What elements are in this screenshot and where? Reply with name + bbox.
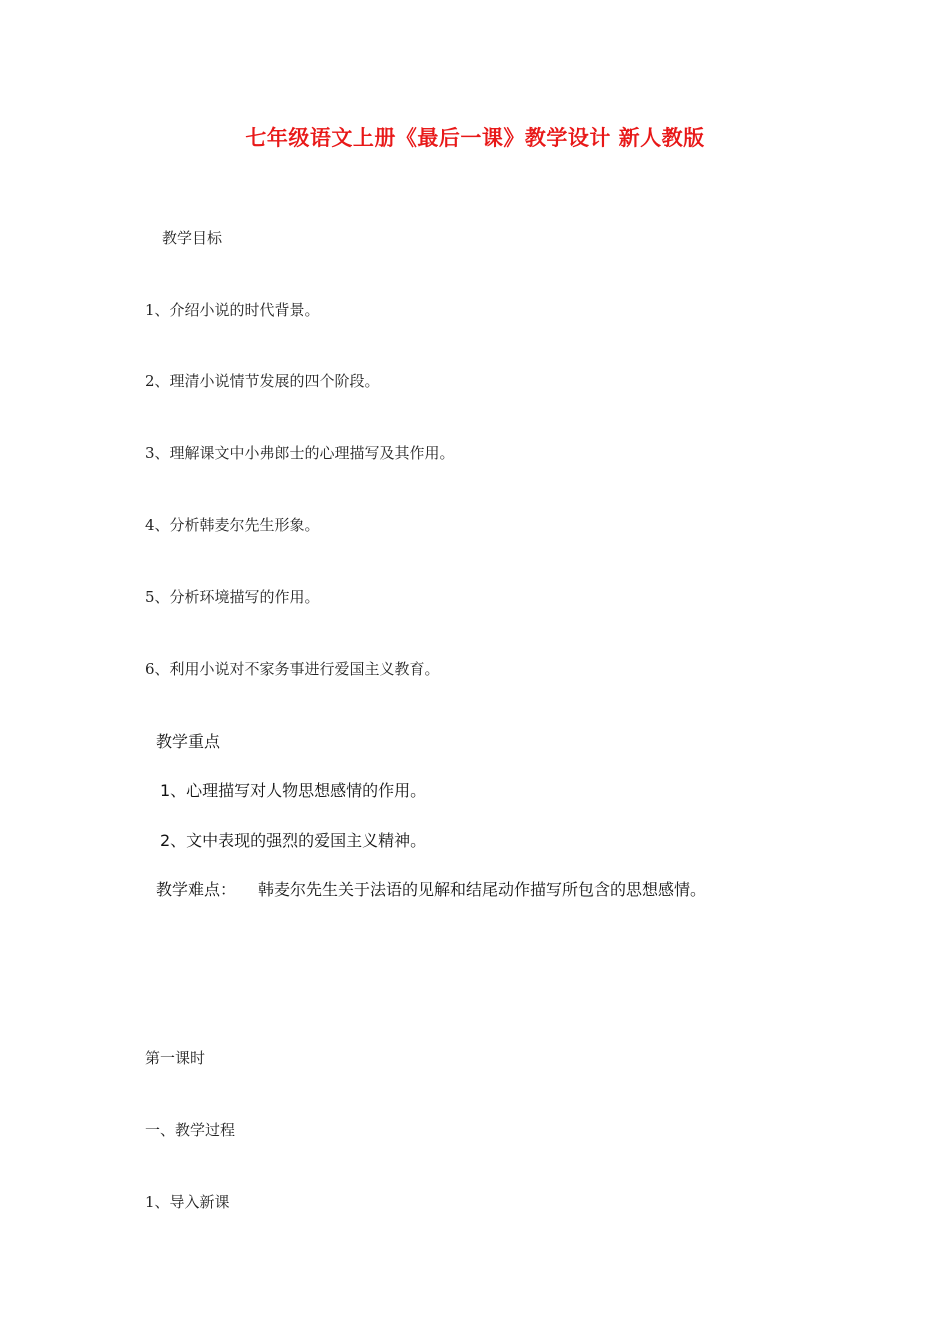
objective-item: 4、分析韩麦尔先生形象。 (145, 516, 320, 534)
objective-item: 6、利用小说对不家务事进行爱国主义教育。 (145, 660, 440, 678)
document-title: 七年级语文上册《最后一课》教学设计 新人教版 (245, 126, 705, 150)
objectives-heading: 教学目标 (162, 229, 223, 247)
key-point-item: 1、心理描写对人物思想感情的作用。 (160, 781, 427, 800)
process-heading: 一、教学过程 (145, 1121, 236, 1139)
difficulty-text: 韩麦尔先生关于法语的见解和结尾动作描写所包含的思想感情。 (258, 880, 707, 899)
key-point-item: 2、文中表现的强烈的爱国主义精神。 (160, 831, 427, 850)
objective-item: 5、分析环境描写的作用。 (145, 588, 320, 606)
difficulty-label: 教学难点： (156, 880, 237, 899)
objective-item: 1、介绍小说的时代背景。 (145, 301, 320, 319)
difficulty-line (156, 880, 706, 900)
key-points-heading: 教学重点 (156, 732, 221, 751)
process-step: 1、导入新课 (145, 1193, 230, 1211)
objective-item: 3、理解课文中小弗郎士的心理描写及其作用。 (145, 444, 455, 462)
objective-item: 2、理清小说情节发展的四个阶段。 (145, 372, 380, 390)
lesson-heading: 第一课时 (145, 1049, 206, 1067)
